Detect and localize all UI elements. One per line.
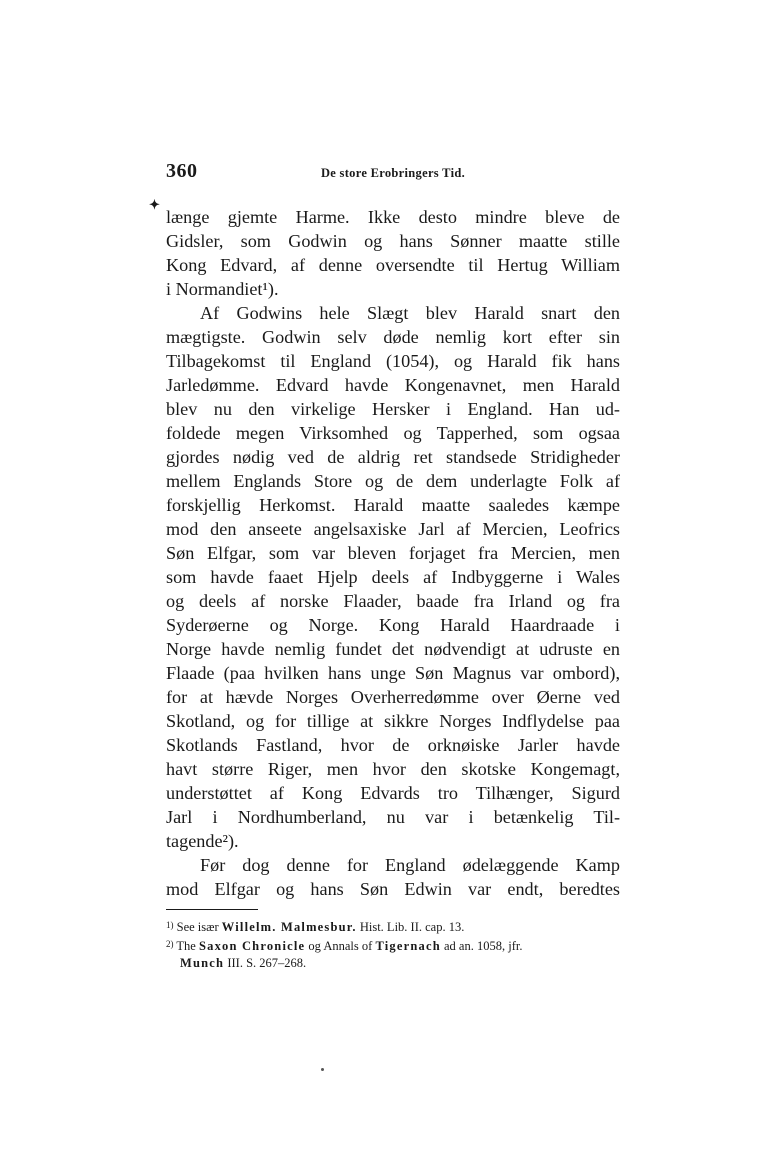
text-line: Tilbagekomst til England (1054), og Harald fik hans (166, 351, 620, 371)
footnote-2-continuation (166, 955, 620, 972)
text-line: for at hævde Norges Overherredømme over Øerne ved (166, 687, 620, 707)
text-line: som havde faaet Hjelp deels af Indbyggerne i Wales (166, 567, 620, 587)
footnote-text: ad an. 1058, jfr. (440, 939, 523, 953)
text-line: Norge havde nemlig fundet det nødvendigt at udruste en (166, 639, 620, 659)
text-line: Af Godwins hele Slægt blev Harald snart den (200, 303, 620, 323)
text-line: Gidsler, som Godwin og hans Sønner maatte stille (166, 231, 620, 251)
footnote-source: Tigernach (375, 939, 441, 953)
footnote-text: The (176, 939, 199, 953)
text-line: Før dog denne for England ødelæggende Kamp (200, 855, 620, 875)
text-line: Jarledømme. Edvard havde Kongenavnet, men Harald (166, 375, 620, 395)
paper-speck (321, 1068, 324, 1071)
text-line: Skotlands Fastland, hvor de orknøiske Jarler havde (166, 735, 620, 755)
page-header (166, 160, 620, 186)
footnote-2 (166, 936, 620, 955)
text-line: Kong Edvard, af denne oversendte til Hertug William (166, 255, 620, 275)
footnote-1 (166, 917, 620, 936)
text-line: Søn Elfgar, som var bleven forjaget fra Mercien, men (166, 543, 620, 563)
body-text (166, 205, 620, 901)
text-line: tagende²). (166, 831, 239, 851)
text-line: havt større Riger, men hvor den skotske Kongemagt, (166, 759, 620, 779)
footnote-text: III. S. 267–268. (224, 956, 307, 970)
footnote-author: Munch (180, 956, 225, 970)
text-line: i Normandiet¹). (166, 279, 279, 299)
text-line: understøttet af Kong Edvards tro Tilhænger, Sigurd (166, 783, 620, 803)
text-line: blev nu den virkelige Hersker i England. Han ud- (166, 399, 620, 419)
footnote-text: Annals of (323, 939, 376, 953)
footnote-source: Saxon Chronicle (198, 939, 306, 953)
footnote-rule (166, 909, 258, 910)
text-line: gjordes nødig ved de aldrig ret standsede Stridigheder (166, 447, 620, 467)
text-line: mod Elfgar og hans Søn Edwin var endt, beredtes (166, 879, 620, 899)
text-line: foldede megen Virksomhed og Tapperhed, som ogsaa (166, 423, 620, 443)
page-number: 360 (166, 160, 198, 182)
text-line: mod den anseete angelsaxiske Jarl af Mercien, Leofrics (166, 519, 620, 539)
footnotes (166, 917, 620, 972)
footnote-text: Hist. Lib. II. cap. 13. (356, 920, 465, 934)
text-line: Jarl i Nordhumberland, nu var i betænkelig Til- (166, 807, 620, 827)
text-line: længe gjemte Harme. Ikke desto mindre bleve de (166, 207, 620, 227)
text-line: Flaade (paa hvilken hans unge Søn Magnus var ombord), (166, 663, 620, 683)
footnote-author: Willelm. Malmesbur. (221, 920, 357, 934)
footnote-text: og (305, 939, 324, 953)
footnote-text: See især (176, 920, 222, 934)
text-line: mægtigste. Godwin selv døde nemlig kort efter sin (166, 327, 620, 347)
footnote-mark: 2) (166, 939, 174, 949)
text-line: mellem Englands Store og de dem underlagte Folk af (166, 471, 620, 491)
text-line: Syderøerne og Norge. Kong Harald Haardraade i (166, 615, 620, 635)
running-title: De store Erobringers Tid. (320, 166, 466, 180)
marginal-mark-icon: ✦ (149, 197, 160, 212)
text-line: Skotland, og for tillige at sikkre Norges Indflydelse paa (166, 711, 620, 731)
text-line: forskjellig Herkomst. Harald maatte saaledes kæmpe (166, 495, 620, 515)
text-line: og deels af norske Flaader, baade fra Irland og fra (166, 591, 620, 611)
footnote-mark: 1) (166, 920, 174, 930)
